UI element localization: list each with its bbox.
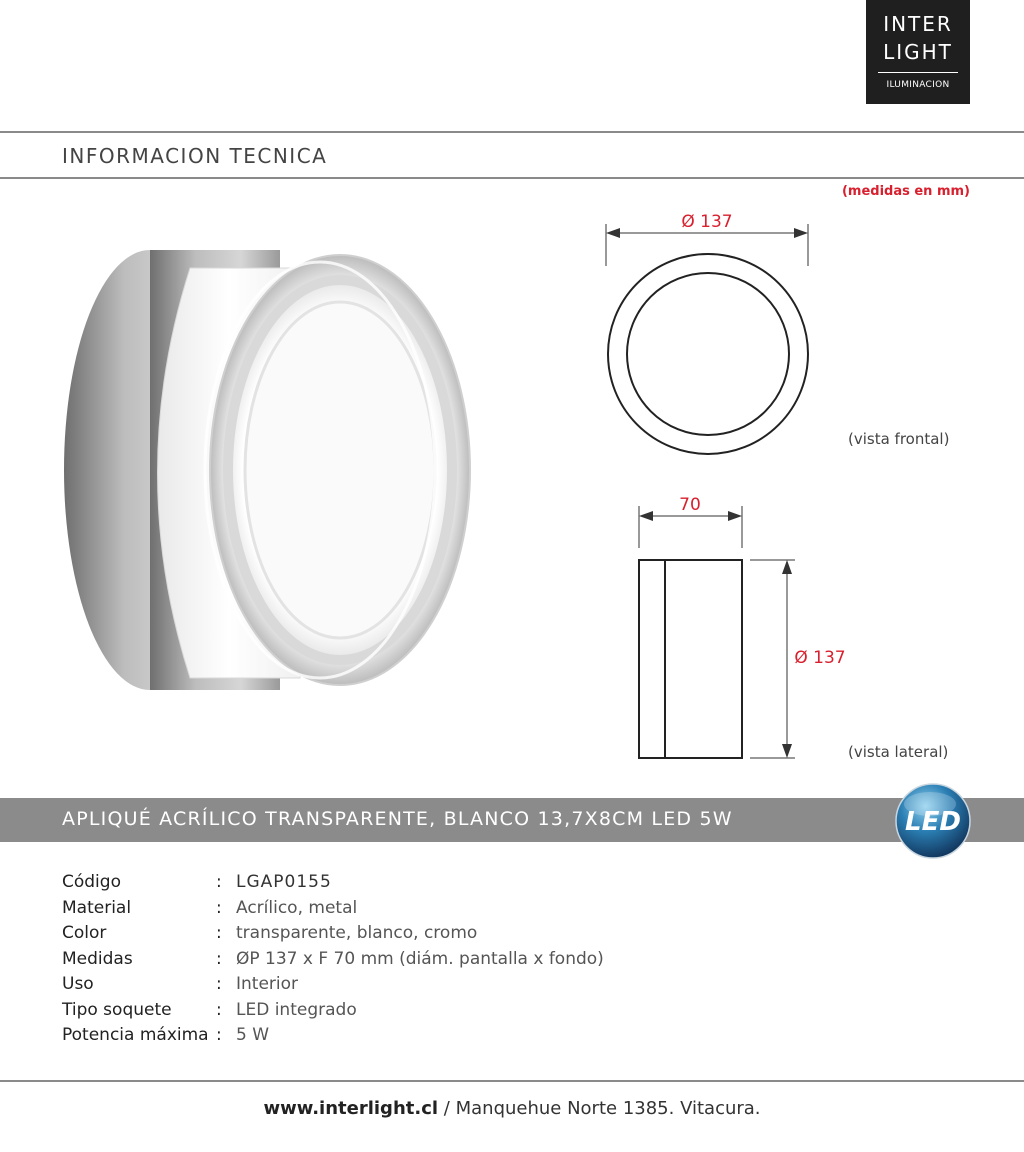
- spec-label: Color: [62, 923, 107, 943]
- spec-separator: :: [216, 897, 222, 918]
- spec-separator: :: [216, 974, 222, 994]
- side-depth-text: 70: [679, 495, 701, 515]
- product-image: [40, 240, 520, 780]
- spec-separator: :: [216, 1025, 222, 1045]
- logo-rule: [878, 72, 958, 73]
- front-outer-circle: [608, 254, 808, 454]
- brand-logo: [866, 0, 970, 104]
- spec-value: 5 W: [236, 1025, 270, 1045]
- front-arrow-right: [794, 228, 808, 238]
- spec-label: Medidas: [62, 948, 133, 969]
- spec-separator: :: [216, 923, 222, 943]
- spec-label: Código: [62, 872, 121, 892]
- logo-line-1: INTER: [883, 12, 953, 36]
- spec-label: Tipo soquete: [62, 999, 172, 1020]
- section-divider: [0, 177, 1024, 179]
- spec-value: LED integrado: [236, 999, 357, 1020]
- footer: [0, 1098, 1024, 1119]
- section-title: INFORMACION TECNICA: [62, 144, 328, 168]
- led-badge-text: LED: [905, 807, 961, 837]
- height-arrow-top: [782, 560, 792, 574]
- top-divider: [0, 131, 1024, 133]
- footer-divider: [0, 1080, 1024, 1082]
- spec-value: LGAP0155: [236, 872, 332, 892]
- side-outline: [639, 560, 742, 758]
- front-view-label: (vista frontal): [848, 430, 950, 448]
- spec-label: Potencia máxima: [62, 1025, 209, 1045]
- spec-label: Uso: [62, 974, 94, 994]
- led-badge: [894, 782, 972, 860]
- side-height-text: Ø 137: [794, 648, 846, 668]
- spec-separator: :: [216, 948, 222, 969]
- side-arrow-left: [639, 511, 653, 521]
- front-dimension-text: Ø 137: [681, 212, 733, 232]
- side-view-label: (vista lateral): [848, 743, 949, 761]
- front-arrow-left: [606, 228, 620, 238]
- front-inner-circle: [627, 273, 789, 435]
- spec-value: Interior: [236, 974, 299, 994]
- side-arrow-right: [728, 511, 742, 521]
- spec-separator: :: [216, 999, 222, 1020]
- website-link[interactable]: www.interlight.cl: [263, 1098, 439, 1119]
- spec-value: transparente, blanco, cromo: [236, 923, 478, 943]
- spec-label: Material: [62, 897, 132, 918]
- logo-line-2: LIGHT: [883, 40, 953, 64]
- spec-separator: :: [216, 872, 222, 892]
- footer-divider-slash: /: [443, 1098, 450, 1119]
- logo-line-3: ILUMINACION: [886, 80, 950, 90]
- footer-address: Manquehue Norte 1385. Vitacura.: [455, 1098, 761, 1119]
- spec-value: Acrílico, metal: [236, 897, 358, 918]
- product-title: APLIQUÉ ACRÍLICO TRANSPARENTE, BLANCO 13,7X8CM LED 5W: [62, 808, 733, 830]
- spec-value: ØP 137 x F 70 mm (diám. pantalla x fondo): [236, 948, 604, 969]
- technical-drawing: [590, 200, 990, 780]
- height-arrow-bottom: [782, 744, 792, 758]
- units-note: (medidas en mm): [841, 184, 970, 199]
